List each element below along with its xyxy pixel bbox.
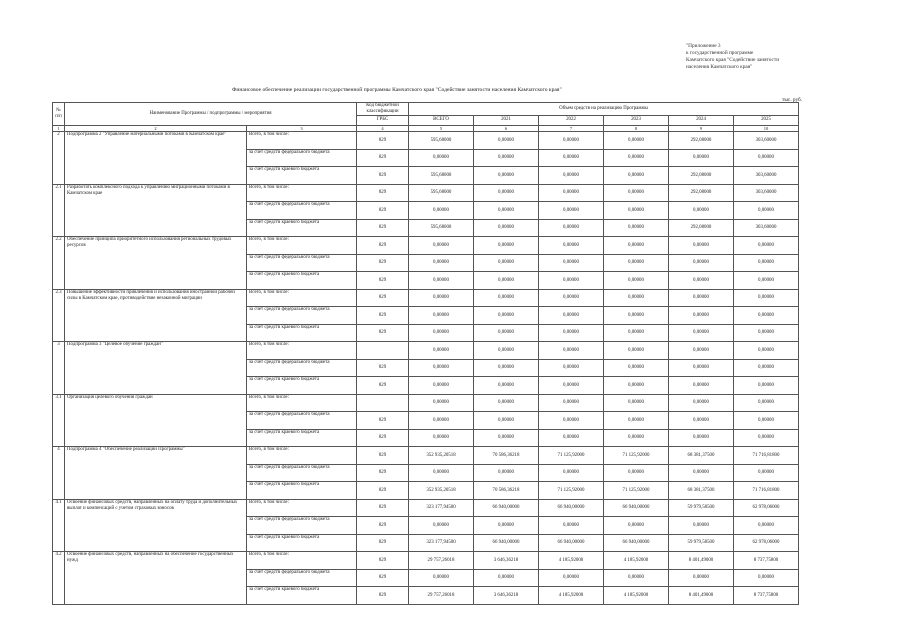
amount-cell: 0,00000 [604, 184, 669, 202]
amount-cell: 0,00000 [539, 272, 604, 290]
amount-cell: 29 757,26018 [409, 587, 474, 605]
amount-cell: 0,00000 [539, 167, 604, 185]
column-index: 3 [247, 125, 357, 132]
amount-cell: 0,00000 [474, 569, 539, 587]
amount-cell: 71 125,92000 [604, 447, 669, 465]
amount-cell: 0,00000 [539, 377, 604, 395]
funding-source: Всего, в том числе: [247, 132, 357, 150]
grbs-code: 829 [357, 272, 409, 290]
amount-cell: 0,00000 [604, 202, 669, 220]
table-row [53, 132, 799, 150]
amount-cell: 0,00000 [734, 272, 799, 290]
amount-cell: 0,00000 [604, 394, 669, 412]
header-year: 2022 [539, 115, 604, 125]
program-name: Организация целевого обучения граждан [65, 394, 247, 447]
amount-cell: 66 940,00000 [539, 499, 604, 517]
amount-cell: 0,00000 [409, 412, 474, 430]
funding-source: за счет средств краевого бюджета [247, 272, 357, 290]
amount-cell: 303,60000 [734, 132, 799, 150]
grbs-code: 829 [357, 359, 409, 377]
header-year: 2023 [604, 115, 669, 125]
amount-cell: 0,00000 [409, 464, 474, 482]
funding-source: за счет средств краевого бюджета [247, 219, 357, 237]
amount-cell: 0,00000 [539, 254, 604, 272]
amount-cell: 66 940,00000 [604, 534, 669, 552]
table-row [53, 499, 799, 517]
amount-cell: 3 646,36218 [474, 552, 539, 570]
amount-cell: 0,00000 [474, 412, 539, 430]
grbs-code: 829 [357, 412, 409, 430]
amount-cell: 0,00000 [734, 377, 799, 395]
amount-cell: 0,00000 [409, 429, 474, 447]
amount-cell: 0,00000 [409, 307, 474, 325]
amount-cell: 0,00000 [669, 517, 734, 535]
amount-cell: 0,00000 [669, 359, 734, 377]
funding-source: за счет средств краевого бюджета [247, 377, 357, 395]
amount-cell: 0,00000 [409, 289, 474, 307]
amount-cell: 0,00000 [604, 254, 669, 272]
amount-cell: 0,00000 [604, 167, 669, 185]
amount-cell: 0,00000 [539, 184, 604, 202]
column-index: 7 [539, 125, 604, 132]
funding-source: Всего, в том числе: [247, 289, 357, 307]
grbs-code: 829 [357, 464, 409, 482]
amount-cell: 0,00000 [539, 237, 604, 255]
row-number: 4.1 [53, 499, 65, 552]
amount-cell: 70 586,36218 [474, 482, 539, 500]
column-index: 6 [474, 125, 539, 132]
amount-cell: 0,00000 [669, 394, 734, 412]
grbs-code: 829 [357, 254, 409, 272]
grbs-code: 829 [357, 552, 409, 570]
amount-cell: 0,00000 [474, 237, 539, 255]
amount-cell: 0,00000 [539, 132, 604, 150]
table-row [53, 447, 799, 465]
amount-cell: 0,00000 [409, 377, 474, 395]
amount-cell: 0,00000 [604, 412, 669, 430]
funding-source: за счет средств федерального бюджета [247, 254, 357, 272]
units-label: тыс. руб. [782, 97, 803, 103]
amount-cell: 8 737,75800 [734, 587, 799, 605]
grbs-code: 829 [357, 202, 409, 220]
table-row [53, 289, 799, 307]
amount-cell: 0,00000 [604, 149, 669, 167]
amount-cell: 0,00000 [734, 394, 799, 412]
amount-cell: 303,60000 [734, 219, 799, 237]
grbs-code: 829 [357, 132, 409, 150]
amount-cell: 0,00000 [409, 237, 474, 255]
program-name: Освоение финансовых средств, направленных на оплату труда и дополнительных выплат и компенсаций с учетом страховых взносов [65, 499, 247, 552]
amount-cell: 0,00000 [669, 272, 734, 290]
amount-cell: 0,00000 [539, 359, 604, 377]
amount-cell: 8 401,49000 [669, 552, 734, 570]
funding-source: Всего, в том числе: [247, 184, 357, 202]
amount-cell: 0,00000 [474, 272, 539, 290]
amount-cell: 0,00000 [409, 517, 474, 535]
amount-cell: 0,00000 [409, 272, 474, 290]
amount-cell: 0,00000 [669, 149, 734, 167]
amount-cell: 71 716,81800 [734, 482, 799, 500]
amount-cell: 0,00000 [669, 412, 734, 430]
amount-cell: 0,00000 [734, 202, 799, 220]
amount-cell: 0,00000 [539, 429, 604, 447]
row-number: 4.2 [53, 552, 65, 605]
grbs-code: 829 [357, 517, 409, 535]
program-name: Подпрограмма 2 "Управление материальными потоками в Камчатском крае" [65, 132, 247, 185]
amount-cell: 4 185,92000 [604, 552, 669, 570]
amount-cell: 0,00000 [539, 324, 604, 342]
amount-cell: 0,00000 [734, 254, 799, 272]
table-row [53, 552, 799, 570]
table-row [53, 184, 799, 202]
amount-cell: 292,08000 [669, 184, 734, 202]
amount-cell: 0,00000 [734, 517, 799, 535]
amount-cell: 0,00000 [604, 132, 669, 150]
amount-cell: 0,00000 [474, 132, 539, 150]
grbs-code: 829 [357, 324, 409, 342]
funding-source: Всего, в том числе: [247, 552, 357, 570]
amount-cell: 0,00000 [539, 569, 604, 587]
amount-cell: 595,68000 [409, 219, 474, 237]
amount-cell: 0,00000 [734, 289, 799, 307]
amount-cell: 71 125,92000 [604, 482, 669, 500]
row-number: 2 [53, 132, 65, 185]
amount-cell: 0,00000 [474, 324, 539, 342]
amount-cell: 0,00000 [734, 412, 799, 430]
amount-cell: 303,60000 [734, 184, 799, 202]
amount-cell: 4 185,92000 [539, 552, 604, 570]
amount-cell: 0,00000 [409, 254, 474, 272]
amount-cell: 595,68000 [409, 132, 474, 150]
amount-cell: 0,00000 [474, 394, 539, 412]
amount-cell: 0,00000 [669, 202, 734, 220]
amount-cell: 0,00000 [409, 324, 474, 342]
amount-cell: 0,00000 [409, 359, 474, 377]
amount-cell: 323 177,94500 [409, 534, 474, 552]
appendix-line: населения Камчатского края" [686, 64, 753, 70]
grbs-code: 829 [357, 482, 409, 500]
funding-source: за счет средств краевого бюджета [247, 587, 357, 605]
amount-cell: 0,00000 [734, 237, 799, 255]
amount-cell: 0,00000 [539, 307, 604, 325]
amount-cell: 62 978,06000 [734, 499, 799, 517]
amount-cell: 4 185,92000 [539, 587, 604, 605]
funding-source: Всего, в том числе: [247, 342, 357, 360]
program-name: Подпрограмма 3 "Целевое обучение граждан" [65, 342, 247, 395]
amount-cell: 0,00000 [669, 569, 734, 587]
table-body [53, 132, 799, 605]
amount-cell: 0,00000 [604, 342, 669, 360]
amount-cell: 71 125,92000 [539, 482, 604, 500]
grbs-code: 829 [357, 219, 409, 237]
grbs-code: 829 [357, 167, 409, 185]
funding-source: за счет средств федерального бюджета [247, 149, 357, 167]
amount-cell: 0,00000 [734, 464, 799, 482]
document-title: Финансовое обеспечение реализации государственной программы Камчатского края "Содействие занятости населения Камчатского края" [232, 87, 562, 93]
amount-cell: 0,00000 [474, 219, 539, 237]
amount-cell: 0,00000 [604, 219, 669, 237]
amount-cell: 0,00000 [604, 324, 669, 342]
program-name: Подпрограмма 4 "Обеспечение реализации Программы" [65, 447, 247, 500]
amount-cell: 0,00000 [604, 289, 669, 307]
amount-cell: 66 940,00000 [539, 534, 604, 552]
row-number: 2.3 [53, 289, 65, 342]
amount-cell: 0,00000 [474, 429, 539, 447]
amount-cell: 0,00000 [734, 342, 799, 360]
amount-cell: 0,00000 [539, 219, 604, 237]
amount-cell: 68 381,37500 [669, 447, 734, 465]
amount-cell: 0,00000 [539, 464, 604, 482]
grbs-code: 829 [357, 184, 409, 202]
amount-cell: 292,08000 [669, 167, 734, 185]
amount-cell: 0,00000 [669, 377, 734, 395]
grbs-code: 829 [357, 587, 409, 605]
amount-cell: 0,00000 [539, 289, 604, 307]
amount-cell: 0,00000 [474, 289, 539, 307]
column-index: 10 [734, 125, 799, 132]
amount-cell: 3 646,36218 [474, 587, 539, 605]
table-row [53, 342, 799, 360]
financing-table [52, 102, 799, 605]
amount-cell: 0,00000 [669, 237, 734, 255]
program-name: Освоение финансовых средств, направленных на обеспечение государственных нужд [65, 552, 247, 605]
amount-cell: 292,08000 [669, 132, 734, 150]
amount-cell: 0,00000 [539, 412, 604, 430]
grbs-code: 829 [357, 307, 409, 325]
amount-cell: 59 979,58500 [669, 499, 734, 517]
program-name: Повышение эффективности привлечения и использования иностранной рабочей силы в Камчатском крае, противодействие незаконной миграции [65, 289, 247, 342]
program-name: Обеспечение принципа приоритетного использования региональных трудовых ресурсов [65, 237, 247, 290]
amount-cell: 8 401,49000 [669, 587, 734, 605]
amount-cell: 0,00000 [409, 569, 474, 587]
funding-source: за счет средств федерального бюджета [247, 307, 357, 325]
amount-cell: 0,00000 [734, 307, 799, 325]
amount-cell: 0,00000 [734, 324, 799, 342]
grbs-code [357, 394, 409, 412]
amount-cell: 0,00000 [539, 394, 604, 412]
header-num: № п/п [53, 103, 65, 126]
amount-cell: 0,00000 [474, 307, 539, 325]
amount-cell: 71 716,81800 [734, 447, 799, 465]
amount-cell: 0,00000 [734, 149, 799, 167]
funding-source: Всего, в том числе: [247, 237, 357, 255]
header-year: 2025 [734, 115, 799, 125]
amount-cell: 0,00000 [604, 272, 669, 290]
amount-cell: 0,00000 [474, 254, 539, 272]
funding-source: Всего, в том числе: [247, 447, 357, 465]
grbs-code: 829 [357, 534, 409, 552]
amount-cell: 352 935,20518 [409, 482, 474, 500]
appendix-line: Камчатского края "Содействие занятости [686, 57, 780, 63]
amount-cell: 292,08000 [669, 219, 734, 237]
header-volume: Объем средств на реализацию Программы [409, 103, 799, 116]
amount-cell: 0,00000 [409, 342, 474, 360]
amount-cell: 66 940,00000 [474, 534, 539, 552]
column-index: 1 [53, 125, 65, 132]
amount-cell: 66 940,00000 [604, 499, 669, 517]
amount-cell: 0,00000 [669, 324, 734, 342]
column-index: 8 [604, 125, 669, 132]
amount-cell: 0,00000 [669, 307, 734, 325]
amount-cell: 0,00000 [669, 464, 734, 482]
appendix-line: "Приложение 3 [686, 43, 721, 49]
amount-cell: 0,00000 [734, 569, 799, 587]
amount-cell: 0,00000 [474, 167, 539, 185]
amount-cell: 303,60000 [734, 167, 799, 185]
grbs-code: 829 [357, 569, 409, 587]
amount-cell: 0,00000 [539, 202, 604, 220]
row-number: 2.1 [53, 184, 65, 237]
header-code-group: Код бюджетной классификации [357, 103, 409, 116]
amount-cell: 0,00000 [669, 342, 734, 360]
amount-cell: 0,00000 [409, 202, 474, 220]
row-number: 2.2 [53, 237, 65, 290]
amount-cell: 0,00000 [604, 377, 669, 395]
amount-cell: 0,00000 [539, 149, 604, 167]
grbs-code: 829 [357, 289, 409, 307]
funding-source: за счет средств федерального бюджета [247, 359, 357, 377]
amount-cell: 4 185,92000 [604, 587, 669, 605]
amount-cell: 29 757,26018 [409, 552, 474, 570]
funding-source: за счет средств федерального бюджета [247, 517, 357, 535]
grbs-code: 829 [357, 149, 409, 167]
amount-cell: 0,00000 [604, 237, 669, 255]
appendix-line: к государственной программе [686, 50, 754, 56]
amount-cell: 0,00000 [604, 517, 669, 535]
funding-source: за счет средств федерального бюджета [247, 464, 357, 482]
amount-cell: 0,00000 [734, 429, 799, 447]
amount-cell: 0,00000 [669, 429, 734, 447]
funding-source: за счет средств краевого бюджета [247, 534, 357, 552]
funding-source: Всего, в том числе: [247, 499, 357, 517]
amount-cell: 0,00000 [604, 429, 669, 447]
amount-cell: 0,00000 [669, 254, 734, 272]
funding-source: за счет средств федерального бюджета [247, 569, 357, 587]
funding-source: за счет средств федерального бюджета [247, 412, 357, 430]
grbs-code: 829 [357, 237, 409, 255]
grbs-code: 829 [357, 499, 409, 517]
amount-cell: 0,00000 [604, 569, 669, 587]
amount-cell: 0,00000 [604, 307, 669, 325]
amount-cell: 0,00000 [474, 464, 539, 482]
amount-cell: 352 935,20518 [409, 447, 474, 465]
column-index: 4 [357, 125, 409, 132]
amount-cell: 0,00000 [474, 517, 539, 535]
amount-cell: 8 737,75800 [734, 552, 799, 570]
funding-source: за счет средств федерального бюджета [247, 202, 357, 220]
amount-cell: 595,68000 [409, 167, 474, 185]
amount-cell: 66 940,00000 [474, 499, 539, 517]
header-name: Наименование Программы / подпрограммы / мероприятия [65, 103, 357, 126]
amount-cell: 59 979,58500 [669, 534, 734, 552]
amount-cell: 0,00000 [474, 359, 539, 377]
column-index: 2 [65, 125, 247, 132]
row-number: 3.1 [53, 394, 65, 447]
grbs-code: 829 [357, 429, 409, 447]
funding-source: за счет средств краевого бюджета [247, 167, 357, 185]
column-index: 5 [409, 125, 474, 132]
grbs-code: 829 [357, 377, 409, 395]
appendix-note [686, 43, 779, 71]
amount-cell: 0,00000 [474, 202, 539, 220]
amount-cell: 62 978,06000 [734, 534, 799, 552]
program-name: Разработать комплексного подхода к управлению миграционными потоками в Камчатском крае [65, 184, 247, 237]
amount-cell: 0,00000 [474, 342, 539, 360]
funding-source: Всего, в том числе: [247, 394, 357, 412]
header-grbs: ГРБС [357, 115, 409, 125]
header-year: ВСЕГО [409, 115, 474, 125]
amount-cell: 323 177,94500 [409, 499, 474, 517]
amount-cell: 70 586,36218 [474, 447, 539, 465]
header-year: 2021 [474, 115, 539, 125]
amount-cell: 0,00000 [474, 149, 539, 167]
amount-cell: 0,00000 [539, 342, 604, 360]
amount-cell: 0,00000 [604, 359, 669, 377]
funding-source: за счет средств краевого бюджета [247, 429, 357, 447]
header-year: 2024 [669, 115, 734, 125]
amount-cell: 0,00000 [734, 359, 799, 377]
grbs-code [357, 342, 409, 360]
amount-cell: 595,68000 [409, 184, 474, 202]
column-index: 9 [669, 125, 734, 132]
amount-cell: 0,00000 [539, 517, 604, 535]
row-number: 3 [53, 342, 65, 395]
amount-cell: 68 381,37500 [669, 482, 734, 500]
amount-cell: 0,00000 [474, 377, 539, 395]
amount-cell: 0,00000 [409, 149, 474, 167]
funding-source: за счет средств краевого бюджета [247, 324, 357, 342]
row-number: 4 [53, 447, 65, 500]
amount-cell: 71 125,92000 [539, 447, 604, 465]
table-row [53, 237, 799, 255]
amount-cell: 0,00000 [409, 394, 474, 412]
table-row [53, 394, 799, 412]
amount-cell: 0,00000 [474, 184, 539, 202]
amount-cell: 0,00000 [604, 464, 669, 482]
amount-cell: 0,00000 [669, 289, 734, 307]
funding-source: за счет средств краевого бюджета [247, 482, 357, 500]
grbs-code: 829 [357, 447, 409, 465]
